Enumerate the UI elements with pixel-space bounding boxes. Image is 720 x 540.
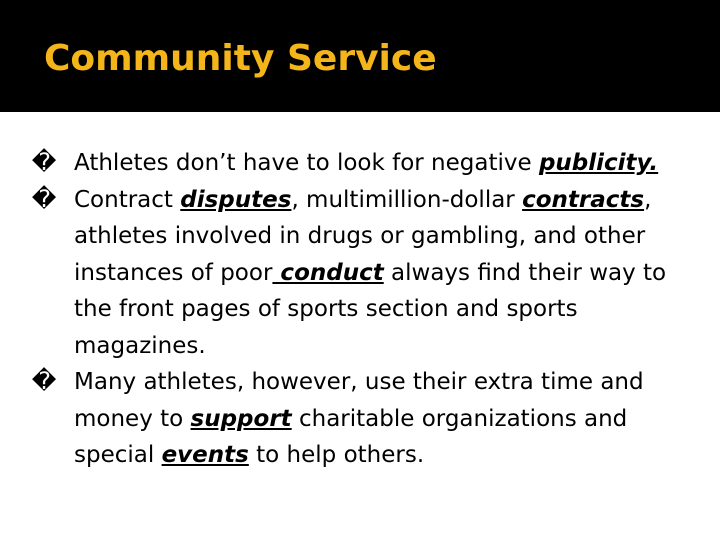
text-segment: Contract: [74, 186, 181, 213]
text-segment: always find their way to the front pages of sports section and sports magazines.: [74, 259, 667, 359]
slide-title: Community Service: [44, 38, 437, 79]
keyword: disputes: [180, 186, 292, 213]
bullet-list: [30, 145, 700, 474]
keyword: publicity.: [538, 150, 659, 176]
keyword: support: [190, 405, 292, 432]
text-segment: charitable organizations and special: [74, 405, 628, 468]
title-bar: [0, 0, 720, 112]
bullet-icon: �: [31, 367, 57, 395]
text-segment: Athletes don’t have to look for negative: [74, 150, 539, 176]
bullet-icon: �: [31, 184, 57, 213]
bullet-item: [30, 145, 700, 182]
keyword: events: [161, 442, 249, 468]
text-segment: to help others.: [248, 442, 425, 468]
keyword: contracts: [522, 186, 645, 213]
keyword: conduct: [272, 259, 384, 286]
text-segment: Many athletes, however, use their extra time and money to: [74, 369, 644, 432]
bullet-item: [30, 182, 700, 365]
bullet-icon: �: [31, 148, 57, 176]
text-segment: , multimillion-dollar: [291, 186, 523, 213]
bullet-item: [30, 364, 700, 474]
text-segment: , athletes involved in drugs or gambling, and other instances of poor: [74, 186, 652, 286]
